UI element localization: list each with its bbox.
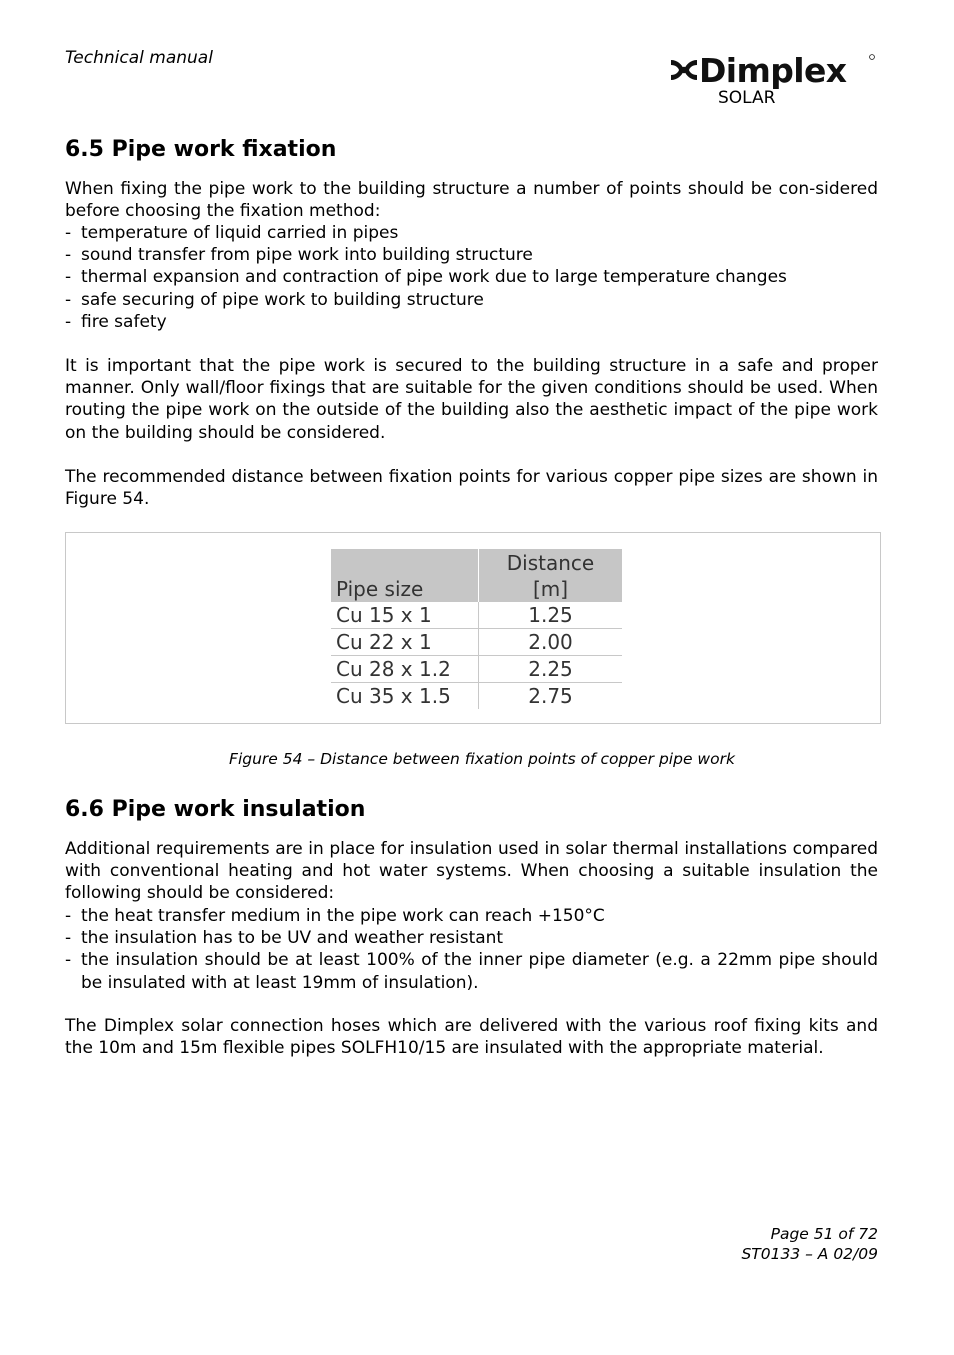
table-row	[331, 629, 622, 656]
table-cell-distance: 2.25	[479, 656, 623, 683]
section-65-para3	[65, 466, 878, 510]
doc-reference: ST0133 – A 02/09	[741, 1245, 878, 1263]
section-66-intro-text: Additional requirements are in place for insulation used in solar thermal installations compared with conventional heating and hot water systems. When choosing a suitable insulation the following should be considered:	[65, 839, 878, 904]
table-cell-pipe-size: Cu 35 x 1.5	[331, 683, 479, 710]
pipe-distance-table	[331, 549, 622, 709]
table-row	[331, 683, 622, 710]
section-65-points	[65, 222, 878, 333]
list-item: - the insulation should be at least 100% of the inner pipe diameter (e.g. a 22mm pipe should be insulated with at least 19mm of insulation).	[65, 949, 878, 993]
table-row	[331, 602, 622, 629]
list-item: - thermal expansion and contraction of pipe work due to large temperature changes	[65, 266, 878, 288]
list-item: - fire safety	[65, 311, 878, 333]
header-division: SOLAR	[718, 88, 776, 108]
list-item: - sound transfer from pipe work into building structure	[65, 244, 878, 266]
list-item: - the heat transfer medium in the pipe work can reach +150°C	[65, 905, 878, 927]
table-cell-pipe-size: Cu 22 x 1	[331, 629, 479, 656]
section-65-title: 6.5 Pipe work fixation	[65, 137, 337, 162]
table-cell-distance: 2.75	[528, 684, 573, 708]
dimplex-logo	[671, 50, 877, 90]
table-header-distance-line1: Distance	[506, 551, 595, 575]
table-cell-distance: 1.25	[479, 602, 623, 629]
section-66-para2	[65, 1015, 878, 1059]
dimplex-logo-mark	[671, 60, 697, 80]
table-header-row	[331, 549, 622, 602]
table-header-pipe-size: Pipe size	[331, 549, 479, 602]
section-66-para2-text: The Dimplex solar connection hoses which are delivered with the various roof fixing kits and the 10m and 15m flexible pipes SOLFH10/15 are insulated with the appropriate material.	[65, 1016, 878, 1059]
table-cell-pipe-size: Cu 15 x 1	[331, 602, 479, 629]
section-65-para3-text: The recommended distance between fixation points for various copper pipe sizes are shown in Figure 54.	[65, 467, 878, 510]
page-number: Page 51 of 72	[770, 1225, 878, 1243]
list-item: - temperature of liquid carried in pipes	[65, 222, 878, 244]
header-doc-type: Technical manual	[65, 48, 213, 68]
dimplex-logo-text: Dimplex	[699, 51, 847, 90]
table-cell-pipe-size: Cu 28 x 1.2	[331, 656, 479, 683]
table-cell-distance: 2.00	[479, 629, 623, 656]
section-65-intro-text: When fixing the pipe work to the building structure a number of points should be con-sidered before choosing the fixation method:	[65, 179, 878, 222]
table-header-distance	[479, 549, 623, 602]
list-item: - the insulation has to be UV and weather resistant	[65, 927, 878, 949]
section-66-intro	[65, 838, 878, 905]
section-65-para2-text: It is important that the pipe work is secured to the building structure in a safe and proper manner. Only wall/floor fixings that are suitable for the given conditions should be used. When routing the pipe work on the outside of the building also the aesthetic impact of the pipe work on the building should be considered.	[65, 356, 878, 443]
section-65-intro	[65, 178, 878, 222]
table-header-distance-line2: [m]	[532, 577, 569, 601]
figure-54-box	[65, 532, 881, 724]
page-footer	[741, 1224, 878, 1264]
list-item: - safe securing of pipe work to building structure	[65, 289, 878, 311]
figure-54-caption: Figure 54 – Distance between fixation points of copper pipe work	[229, 750, 735, 768]
section-65-para2	[65, 355, 878, 444]
section-66-title: 6.6 Pipe work insulation	[65, 797, 366, 822]
table-row	[331, 656, 622, 683]
section-66-points	[65, 905, 878, 994]
